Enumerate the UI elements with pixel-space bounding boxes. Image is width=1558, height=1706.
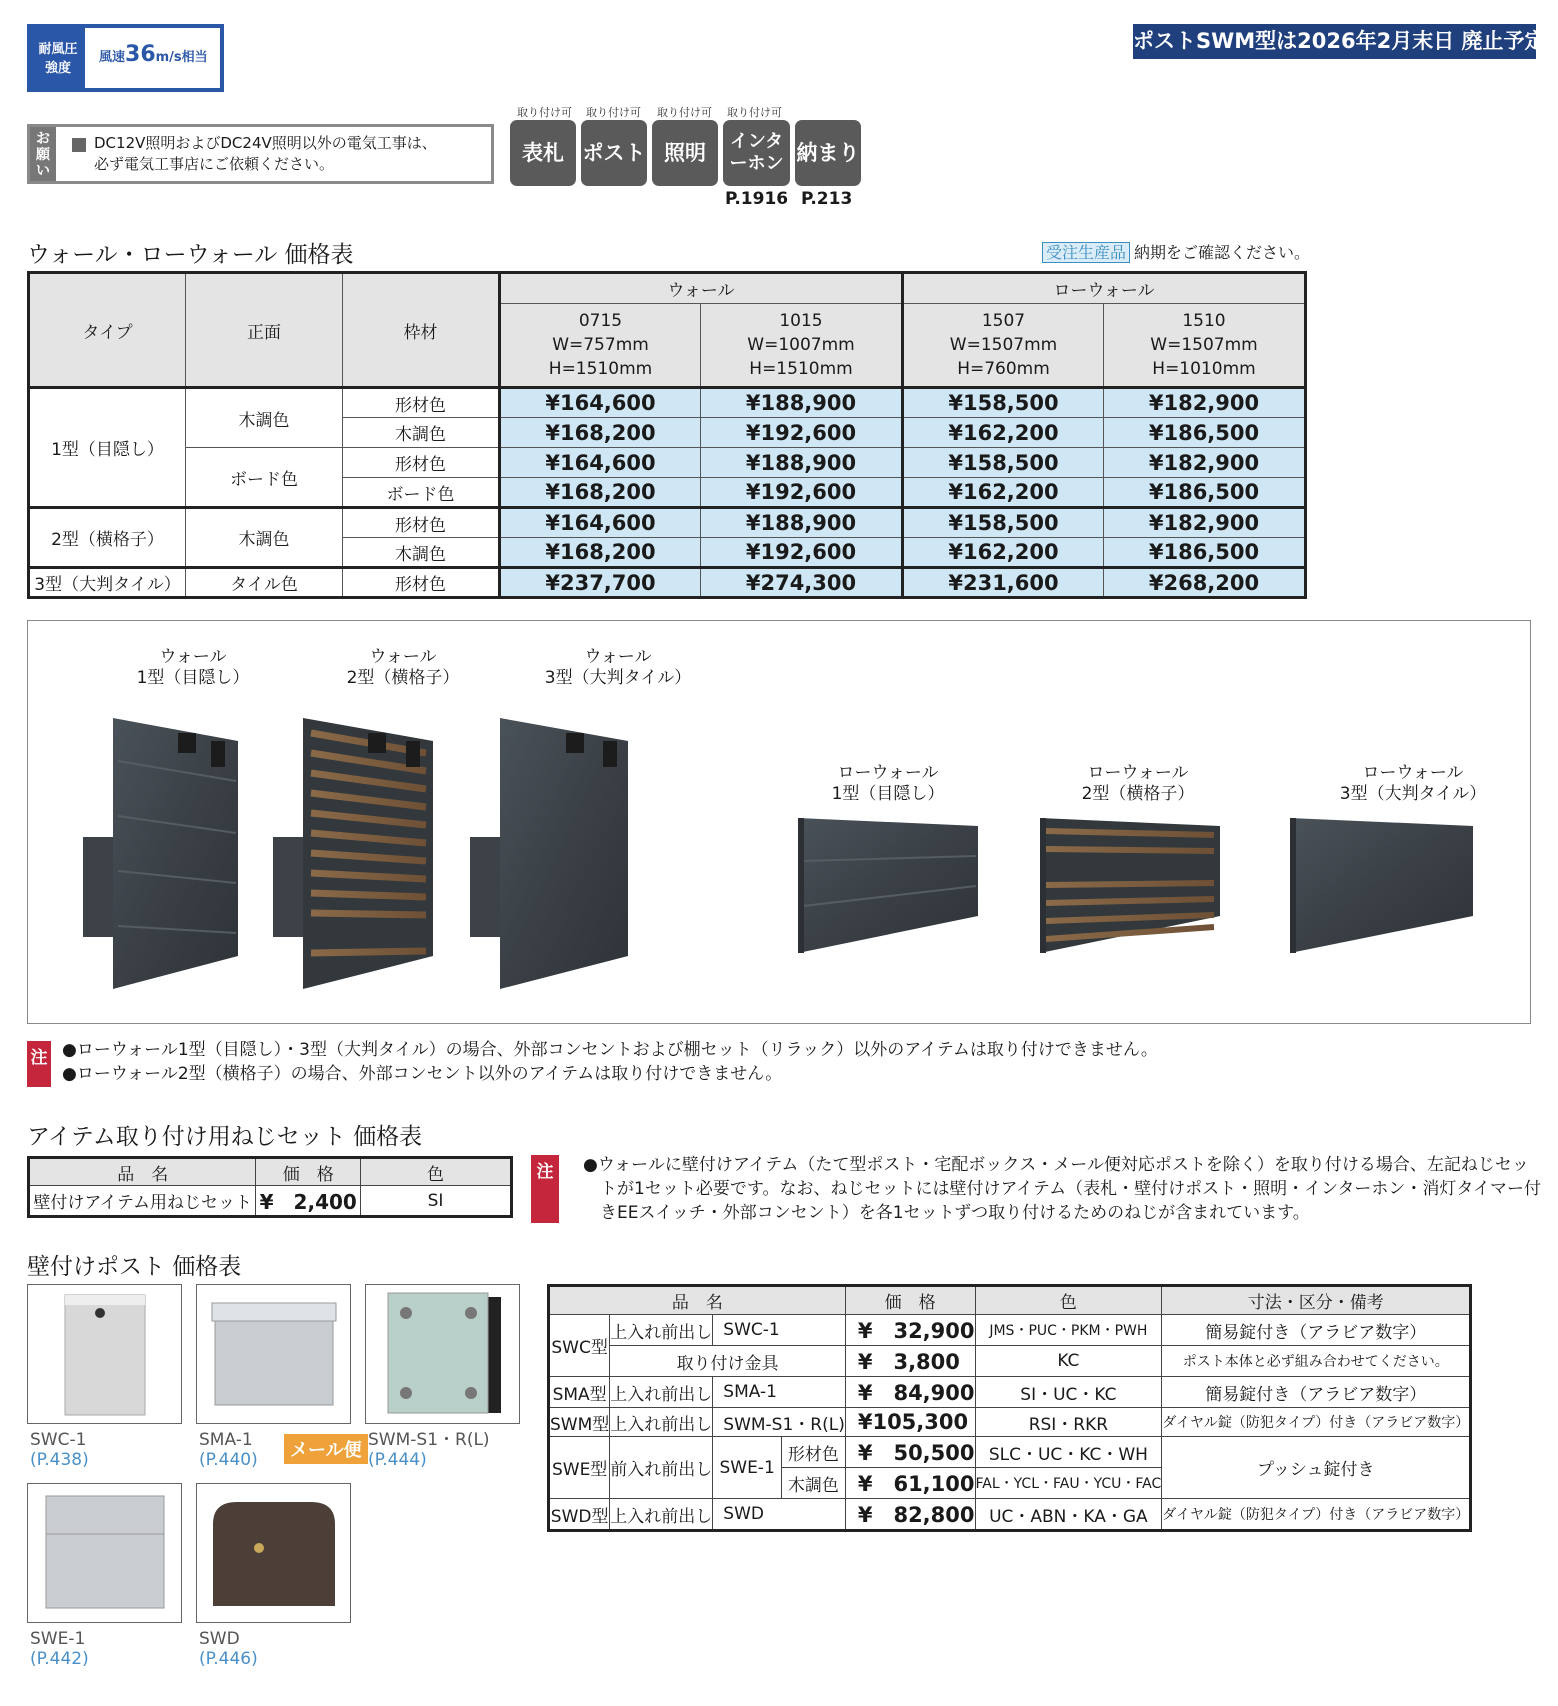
post-tile-label — [30, 1430, 89, 1470]
size-width: W=1507mm — [1150, 335, 1258, 355]
post-model: SWM-S1・R(L) — [713, 1408, 846, 1437]
price-cell: ¥186,500 — [1104, 538, 1306, 568]
size-code: 1510 — [1182, 311, 1226, 331]
wind-number: 36 — [125, 42, 156, 67]
size-width: W=1007mm — [747, 335, 855, 355]
product-gallery — [27, 620, 1531, 1024]
frame-cell: 形材色 — [343, 388, 500, 418]
price-cell: ¥268,200 — [1104, 568, 1306, 598]
post-tile-name: SWM-S1・R(L) — [368, 1430, 490, 1450]
header-color: 色 — [975, 1286, 1162, 1315]
note-line: ●ローウォール1型（目隠し）・3型（大判タイル）の場合、外部コンセントおよび棚セット（リラック）以外のアイテムは取り付けできません。 — [62, 1040, 1158, 1060]
post-color: FAL・YCL・FAU・YCU・FAC — [975, 1468, 1162, 1499]
header-name: 品 名 — [29, 1158, 256, 1186]
post-price: ¥ 84,900 — [845, 1377, 975, 1408]
post-open: 上入れ前出し — [610, 1377, 713, 1408]
wind-prefix: 風速 — [99, 50, 126, 65]
post-open: 上入れ前出し — [610, 1408, 713, 1437]
price-cell: ¥274,300 — [701, 568, 903, 598]
post-price: ¥ 61,100 — [845, 1468, 975, 1499]
type-cell: 2型（横格子） — [29, 508, 186, 568]
wall-price-table — [27, 271, 1307, 599]
post-note: プッシュ錠付き — [1162, 1437, 1471, 1499]
price-cell: ¥231,600 — [903, 568, 1104, 598]
table-row — [549, 1437, 1471, 1468]
type-cell: 1型（目隠し） — [29, 388, 186, 508]
table-row — [549, 1346, 1471, 1377]
made-to-order-badge: 受注生産品 — [1042, 242, 1130, 263]
price-cell: ¥186,500 — [1104, 478, 1306, 508]
post-open: 上入れ前出し — [610, 1315, 713, 1346]
product-label-line1: ローウォール — [837, 763, 939, 783]
item-nameplate-button[interactable]: 表札 — [510, 120, 576, 186]
header-color: 色 — [361, 1158, 512, 1186]
price-cell: ¥237,700 — [500, 568, 701, 598]
item-post-button[interactable]: ポスト — [581, 120, 647, 186]
product-label-line2: 3型（大判タイル） — [1339, 784, 1487, 804]
screw-color: SI — [361, 1186, 512, 1217]
post-type: SMA型 — [549, 1377, 610, 1408]
size-height: H=1010mm — [1152, 359, 1256, 379]
product-label-line2: 2型（横格子） — [1081, 784, 1195, 804]
post-color: KC — [975, 1346, 1162, 1377]
post-price-table — [547, 1284, 1472, 1532]
price-cell: ¥158,500 — [903, 448, 1104, 478]
table-row — [549, 1315, 1471, 1346]
notice-tag: お願い — [30, 127, 56, 181]
size-width: W=1507mm — [949, 335, 1058, 355]
post-tile-name: SWC-1 — [30, 1430, 87, 1450]
attach-label: 取り付け可 — [657, 106, 712, 119]
product-label-line1: ウォール — [369, 647, 437, 667]
post-color: SLC・UC・KC・WH — [975, 1437, 1162, 1468]
post-price: ¥ 50,500 — [845, 1437, 975, 1468]
price-cell: ¥188,900 — [701, 508, 903, 538]
wind-label-2: 強度 — [44, 61, 71, 76]
wind-value — [99, 42, 208, 67]
notice-text: DC12V照明およびDC24V照明以外の電気工事は、 必ず電気工事店にご依頼ください。 — [94, 134, 437, 173]
product-label-line2: 1型（目隠し） — [831, 784, 945, 804]
item-fitting-button[interactable]: 納まり — [795, 120, 861, 186]
size-height: H=760mm — [957, 359, 1050, 379]
frame-cell: 木調色 — [343, 538, 500, 568]
frame-cell: 形材色 — [343, 508, 500, 538]
wall-type1-image — [83, 718, 238, 989]
price-cell: ¥168,200 — [500, 478, 701, 508]
product-label-line1: ウォール — [584, 647, 652, 667]
post-model: SWC-1 — [713, 1315, 846, 1346]
note-tag: 注 — [531, 1155, 559, 1223]
post-color: RSI・RKR — [975, 1408, 1162, 1437]
price-cell: ¥164,600 — [500, 508, 701, 538]
price-cell: ¥188,900 — [701, 448, 903, 478]
post-note: ダイヤル錠（防犯タイプ）付き（アラビア数字） — [1162, 1499, 1471, 1531]
attach-label: 取り付け可 — [586, 106, 641, 119]
note-line: ●ローウォール2型（横格子）の場合、外部コンセント以外のアイテムは取り付けできません。 — [62, 1064, 783, 1084]
post-type: SWE型 — [549, 1437, 610, 1499]
post-swc-image[interactable] — [27, 1284, 182, 1424]
post-tile-label — [368, 1430, 490, 1470]
post-tile-name: SWD — [199, 1629, 240, 1649]
post-type: SWD型 — [549, 1499, 610, 1531]
post-model: SMA-1 — [713, 1377, 846, 1408]
post-tile-page[interactable]: (P.438) — [30, 1450, 89, 1470]
post-accessory: 取り付け金具 — [610, 1346, 846, 1377]
product-label-line2: 3型（大判タイル） — [544, 668, 692, 688]
wind-label — [31, 28, 85, 88]
price-cell: ¥158,500 — [903, 508, 1104, 538]
price-cell: ¥162,200 — [903, 418, 1104, 448]
header-name: 品 名 — [549, 1286, 846, 1315]
post-price: ¥ 3,800 — [845, 1346, 975, 1377]
wind-label-1: 耐風圧 — [38, 42, 78, 57]
price-cell: ¥182,900 — [1104, 508, 1306, 538]
size-col-1015 — [701, 304, 903, 388]
price-cell: ¥182,900 — [1104, 388, 1306, 418]
post-note: 簡易錠付き（アラビア数字） — [1162, 1315, 1471, 1346]
size-col-1507 — [903, 304, 1104, 388]
frame-cell: ボード色 — [343, 478, 500, 508]
mail-service-badge: メール便 — [284, 1434, 368, 1464]
post-tile-page[interactable]: (P.444) — [368, 1450, 427, 1470]
item-intercom-button[interactable]: インターホン — [723, 120, 790, 186]
post-swm-image[interactable] — [365, 1284, 520, 1424]
type-cell: 3型（大判タイル） — [29, 568, 186, 598]
post-tile-label — [30, 1629, 89, 1669]
post-tile-name: SWE-1 — [30, 1629, 86, 1649]
post-sub-color: 形材色 — [781, 1437, 845, 1468]
header-type: タイプ — [29, 273, 186, 388]
screw-price: ¥ 2,400 — [256, 1186, 361, 1217]
post-type: SWM型 — [549, 1408, 610, 1437]
price-cell: ¥182,900 — [1104, 448, 1306, 478]
price-cell: ¥164,600 — [500, 388, 701, 418]
post-note: 簡易錠付き（アラビア数字） — [1162, 1377, 1471, 1408]
size-code: 1507 — [981, 311, 1026, 331]
price-cell: ¥158,500 — [903, 388, 1104, 418]
post-open: 前入れ前出し — [610, 1437, 713, 1499]
table-row — [29, 388, 1306, 418]
made-to-order-note — [1042, 240, 1310, 263]
electrical-notice — [27, 124, 494, 184]
page-ref-intercom[interactable]: P.1916 — [725, 189, 789, 209]
front-cell: 木調色 — [186, 508, 343, 568]
post-tile-page[interactable]: (P.446) — [199, 1649, 258, 1669]
low-wall-type3-image — [1290, 818, 1473, 953]
size-height: H=1510mm — [548, 359, 653, 379]
product-label-line2: 2型（横格子） — [346, 668, 460, 688]
front-cell: ボード色 — [186, 448, 343, 508]
post-color: SI・UC・KC — [975, 1377, 1162, 1408]
post-price: ¥ 32,900 — [845, 1315, 975, 1346]
post-sub-color: 木調色 — [781, 1468, 845, 1499]
header-price: 価 格 — [256, 1158, 361, 1186]
post-color: UC・ABN・KA・GA — [975, 1499, 1162, 1531]
wall-table-title: ウォール・ローウォール 価格表 — [27, 242, 354, 268]
product-label-line2: 1型（目隠し） — [136, 668, 250, 688]
frame-cell: 形材色 — [343, 568, 500, 598]
table-row — [549, 1499, 1471, 1531]
price-cell: ¥162,200 — [903, 478, 1104, 508]
note-tag: 注 — [27, 1041, 51, 1087]
product-illustrations — [28, 621, 1530, 1023]
price-cell: ¥168,200 — [500, 538, 701, 568]
post-note: ダイヤル錠（防犯タイプ）付き（アラビア数字） — [1162, 1408, 1471, 1437]
front-cell: タイル色 — [186, 568, 343, 598]
product-label-line1: ウォール — [159, 647, 227, 667]
post-open: 上入れ前出し — [610, 1499, 713, 1531]
attach-label: 取り付け可 — [517, 106, 572, 119]
header-frame: 枠材 — [343, 273, 500, 388]
frame-cell: 形材色 — [343, 448, 500, 478]
post-color: JMS・PUC・PKM・PWH — [975, 1315, 1162, 1346]
post-note: ポスト本体と必ず組み合わせてください。 — [1162, 1346, 1471, 1377]
post-model: SWD — [713, 1499, 846, 1531]
post-price: ¥105,300 — [845, 1408, 975, 1437]
header-front: 正面 — [186, 273, 343, 388]
size-col-1510 — [1104, 304, 1306, 388]
size-height: H=1510mm — [749, 359, 853, 379]
screw-note-text: ●ウォールに壁付けアイテム（たて型ポスト・宅配ボックス・メール便対応ポストを除く）を取り付ける場合、左記ねじセッ トが1セット必要です。なお、ねじセットには壁付けアイテム（表札・壁付けポスト・照明・インターホン・消灯タイマー付 きEEスイッチ・外部コンセント）を各1セットずつ取り付けるためのねじが含まれています。 — [583, 1155, 1542, 1223]
attach-label: 取り付け可 — [727, 106, 782, 119]
screw-price-table — [27, 1156, 513, 1218]
front-cell: 木調色 — [186, 388, 343, 448]
wind-suffix: m/s相当 — [155, 50, 208, 65]
bullet-square-icon — [72, 138, 86, 152]
post-tile-page[interactable]: (P.440) — [199, 1450, 258, 1470]
frame-cell: 木調色 — [343, 418, 500, 448]
post-tile-name: SMA-1 — [199, 1430, 253, 1450]
price-cell: ¥164,600 — [500, 448, 701, 478]
table-row — [29, 1186, 512, 1217]
price-cell: ¥162,200 — [903, 538, 1104, 568]
header-wall: ウォール — [500, 273, 903, 304]
price-cell: ¥186,500 — [1104, 418, 1306, 448]
screw-name: 壁付けアイテム用ねじセット — [29, 1186, 256, 1217]
price-cell: ¥192,600 — [701, 478, 903, 508]
wind-resistance-badge — [27, 24, 224, 92]
post-tile-page[interactable]: (P.442) — [30, 1649, 89, 1669]
header-price: 価 格 — [845, 1286, 975, 1315]
price-cell: ¥192,600 — [701, 418, 903, 448]
table-row — [29, 568, 1306, 598]
screw-table-title: アイテム取り付け用ねじセット 価格表 — [27, 1124, 423, 1150]
wall-type2-image — [273, 718, 433, 989]
post-table-title: 壁付けポスト 価格表 — [27, 1254, 242, 1280]
table-row — [549, 1377, 1471, 1408]
table-row — [29, 448, 1306, 478]
post-swe-image[interactable] — [27, 1483, 182, 1623]
header-low-wall: ローウォール — [903, 273, 1306, 304]
discontinue-banner: ポストSWM型は2026年2月末日 廃止予定 — [1133, 24, 1536, 59]
low-wall-type2-image — [1040, 818, 1220, 953]
post-type: SWC型 — [549, 1315, 610, 1377]
item-light-button[interactable]: 照明 — [652, 120, 718, 186]
post-tile-label — [199, 1629, 258, 1669]
post-price: ¥ 82,800 — [845, 1499, 975, 1531]
size-code: 0715 — [578, 311, 623, 331]
price-cell: ¥188,900 — [701, 388, 903, 418]
low-wall-type1-image — [798, 818, 978, 953]
post-tile-label — [199, 1430, 258, 1470]
size-col-0715 — [500, 304, 701, 388]
size-code: 1015 — [779, 311, 823, 331]
header-note: 寸法・区分・備考 — [1162, 1286, 1471, 1315]
product-label-line1: ローウォール — [1362, 763, 1464, 783]
wall-type3-image — [470, 718, 628, 989]
table-row — [549, 1408, 1471, 1437]
post-swd-image[interactable] — [196, 1483, 351, 1623]
price-cell: ¥192,600 — [701, 538, 903, 568]
post-model: SWE-1 — [713, 1437, 782, 1499]
page-ref-fitting[interactable]: P.213 — [801, 189, 853, 209]
product-label-line1: ローウォール — [1087, 763, 1189, 783]
table-row — [29, 508, 1306, 538]
made-to-order-text: 納期をご確認ください。 — [1134, 243, 1311, 262]
price-cell: ¥168,200 — [500, 418, 701, 448]
post-sma-image[interactable] — [196, 1284, 351, 1424]
size-width: W=757mm — [552, 335, 649, 355]
